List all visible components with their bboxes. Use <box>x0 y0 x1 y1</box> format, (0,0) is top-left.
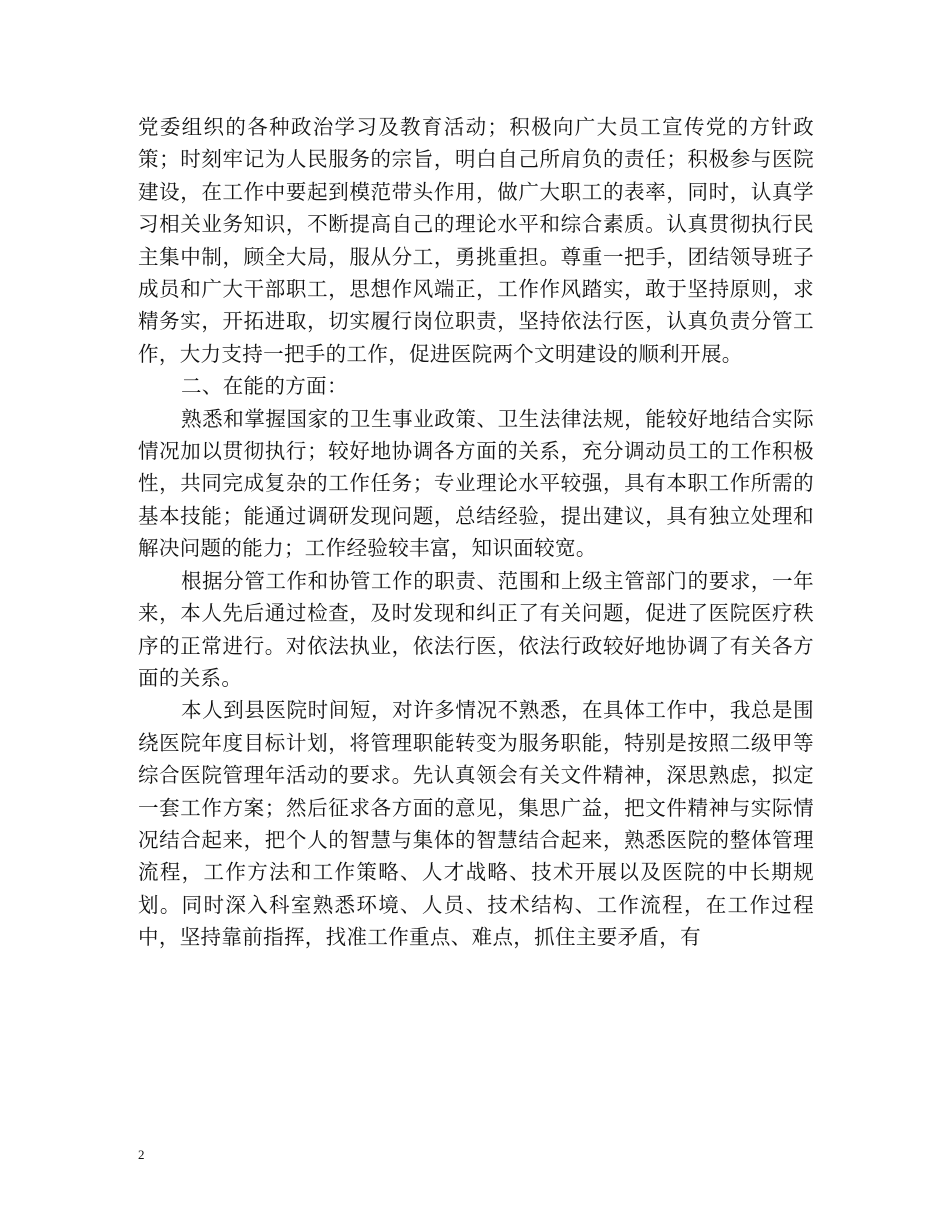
paragraph-supervision: 根据分管工作和协管工作的职责、范围和上级主管部门的要求，一年来，本人先后通过检查，及时发现和纠正了有关问题，促进了医院医疗秩序的正常进行。对依法执业，依法行医，依法行政较好地协调了有关各方面的关系。 <box>138 568 814 690</box>
paragraph-party-duties: 党委组织的各种政治学习及教育活动；积极向广大员工宣传党的方针政策；时刻牢记为人民服务的宗旨，明白自己所肩负的责任；积极参与医院建设，在工作中要起到模范带头作用，做广大职工的表率，同时，认真学习相关业务知识，不断提高自己的理论水平和综合素质。认真贯彻执行民主集中制，顾全大局，服从分工，勇挑重担。尊重一把手，团结领导班子成员和广大干部职工，思想作风端正，工作作风踏实，敢于坚持原则，求精务实，开拓进取，切实履行岗位职责，坚持依法行医，认真负责分管工作，大力支持一把手的工作，促进医院两个文明建设的顺利开展。 <box>138 115 814 366</box>
paragraph-ability: 熟悉和掌握国家的卫生事业政策、卫生法律法规，能较好地结合实际情况加以贯彻执行；较好地协调各方面的关系，充分调动员工的工作积极性，共同完成复杂的工作任务；专业理论水平较强，具有本职工作所需的基本技能；能通过调研发现问题，总结经验，提出建议，具有独立处理和解决问题的能力；工作经验较丰富，知识面较宽。 <box>138 406 814 561</box>
section-heading-ability: 二、在能的方面： <box>181 374 348 399</box>
page-number: 2 <box>138 1147 145 1162</box>
paragraph-work-approach: 本人到县医院时间短，对许多情况不熟悉，在具体工作中，我总是围绕医院年度目标计划，将管理职能转变为服务职能，特别是按照二级甲等综合医院管理年活动的要求。先认真领会有关文件精神，深思熟虑，拟定一套工作方案；然后征求各方面的意见，集思广益，把文件精神与实际情况结合起来，把个人的智慧与集体的智慧结合起来，熟悉医院的整体管理流程，工作方法和工作策略、人才战略、技术开展以及医院的中长期规划。同时深入科室熟悉环境、人员、技术结构、工作流程，在工作过程中，坚持靠前指挥，找准工作重点、难点，抓住主要矛盾，有 <box>138 698 814 950</box>
document-body <box>138 111 814 954</box>
